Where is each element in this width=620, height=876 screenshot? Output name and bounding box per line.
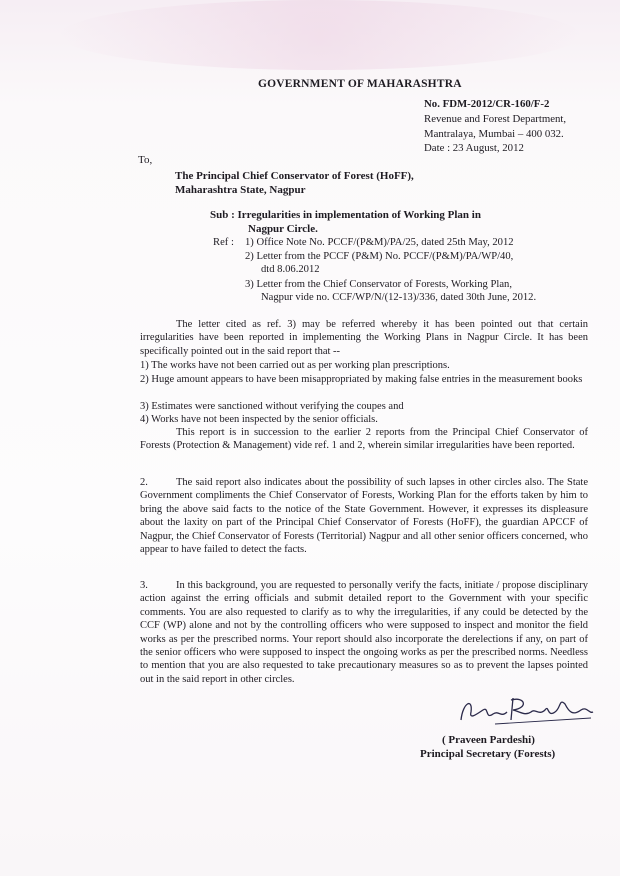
handwritten-signature (455, 690, 595, 730)
reference-item: 2) Letter from the PCCF (P&M) No. PCCF/(P&M)/PA/WP/40, (245, 251, 514, 262)
government-heading: GOVERNMENT OF MAHARASHTRA (258, 78, 462, 90)
department-line: Revenue and Forest Department, (424, 113, 567, 125)
addressee-line: Maharashtra State, Nagpur (175, 184, 306, 196)
list-item: 3) Estimates were sanctioned without verifying the coupes and (140, 401, 404, 412)
list-item: 1) The works have not been carried out as per working plan prescriptions. (140, 360, 450, 371)
paragraph-text: The said report also indicates about the possibility of such lapses in other circles also. The State Government compliments the Chief Conservator of Forests, Working Plan for the efforts taken by him to bring the above said facts to the notice of the State Government. However, it expresses its displeasure about the laxity on part of the Principal Chief Conservator of Forests (HoFF), the guardian APCCF of Nagpur, the Chief Conservator of Forests (Territorial) Nagpur and all other senior officers concerned, who appear to have failed to detect the facts. (140, 477, 588, 556)
department-address (424, 112, 566, 156)
department-line: Mantralaya, Mumbai – 400 032. (424, 127, 564, 140)
to-label: To, (138, 154, 153, 166)
addressee-line: The Principal Chief Conservator of Forest (HoFF), (175, 170, 414, 182)
paragraph-text: In this background, you are requested to personally verify the facts, initiate / propose disciplinary action against the erring officials and submit detailed report to the Government with your specific comments. You are also requested to clarify as to why the irregularities, if any could be detected by the CCF (WP) alone and not by the controlling officers who were supposed to inspect and monitor the field works as per the prescribed norms. Your report should also incorporate the derelections if any, on part of the senior officers who were supposed to inspect the ongoing works as per the prescribed norms. Needless to mention that you are also requested to take precautionary measures so as to prevent the lapses pointed out in the said report in other circles. (140, 580, 588, 685)
signatory-name: ( Praveen Pardeshi) (442, 734, 535, 746)
reference-label: Ref : (213, 237, 234, 248)
reference-item: 3) Letter from the Chief Conservator of Forests, Working Plan, (245, 279, 512, 290)
paragraph-1: This report is in succession to the earlier 2 reports from the Principal Chief Conservator of Forests (Protection & Management) vide ref. 1 and 2, wherein similar irregularities have been reported. (140, 427, 588, 452)
reference-item: Nagpur vide no. CCF/WP/N/(12-13)/336, dated 30th June, 2012. (261, 292, 537, 303)
file-number: No. FDM-2012/CR-160/F-2 (424, 98, 550, 110)
paragraph-3 (140, 579, 588, 686)
subject-line: Sub : Irregularities in implementation of Working Plan in (210, 209, 481, 221)
subject-line: Nagpur Circle. (248, 223, 318, 235)
paper-tint (60, 0, 580, 70)
reference-item: 1) Office Note No. PCCF/(P&M)/PA/25, dated 25th May, 2012 (245, 237, 514, 248)
list-item: 2) Huge amount appears to have been misappropriated by making false entries in the measurement books (140, 374, 583, 385)
paragraph-number: 3. (140, 580, 148, 591)
date-line: Date : 23 August, 2012 (424, 142, 524, 154)
intro-paragraph: The letter cited as ref. 3) may be referred whereby it has been pointed out that certain irregularities have been reported in implementing the Working Plans in Nagpur Circle. It has been specifically pointed out in the said report that -- (140, 319, 588, 357)
paragraph-2 (140, 476, 588, 556)
list-item: 4) Works have not been inspected by the senior officials. (140, 414, 378, 425)
paragraph-number: 2. (140, 477, 148, 488)
reference-item: dtd 8.06.2012 (261, 264, 320, 275)
signatory-designation: Principal Secretary (Forests) (420, 748, 556, 760)
